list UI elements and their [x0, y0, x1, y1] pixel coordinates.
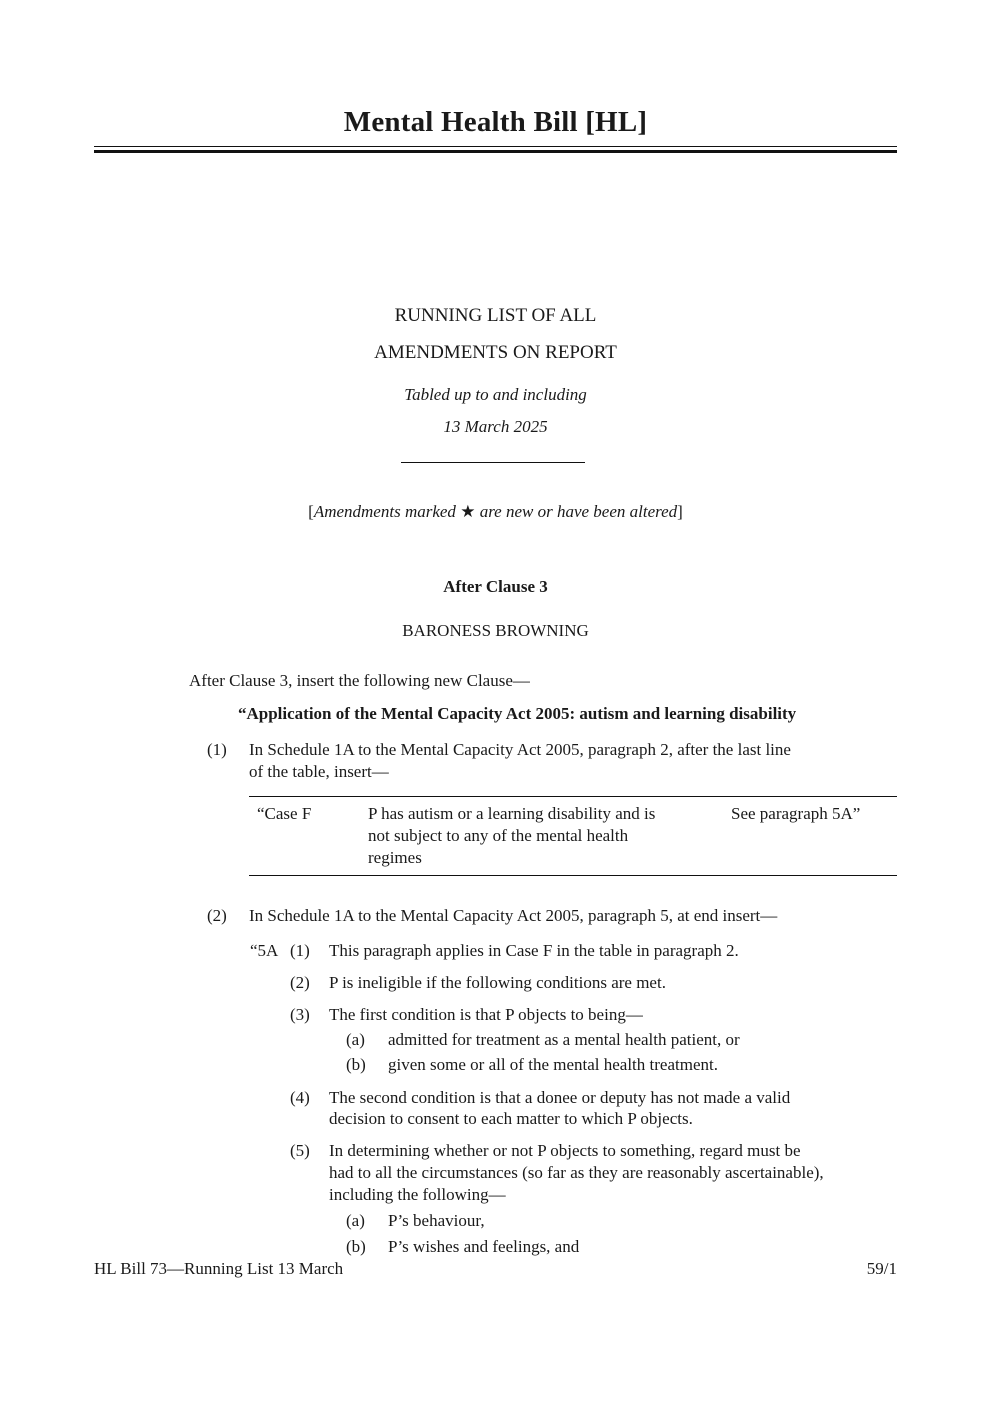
- table-description-line-3: regimes: [368, 848, 422, 867]
- title-rule-thick: [94, 150, 897, 153]
- para-5a-5a-text: P’s behaviour,: [388, 1211, 485, 1230]
- star-icon: ★: [460, 502, 476, 521]
- new-clause-title: “Application of the Mental Capacity Act 2005: autism and learning disability: [238, 704, 797, 723]
- table-description-line-2: not subject to any of the mental health: [368, 826, 629, 845]
- note-bracket-open: [: [308, 502, 314, 521]
- para-5a-5b-text: P’s wishes and feelings, and: [388, 1237, 580, 1256]
- subsection-2-number: (2): [207, 906, 227, 925]
- document-title: Mental Health Bill [HL]: [343, 106, 648, 138]
- paragraph-5a-label: “5A: [250, 941, 279, 960]
- para-5a-5a-number: (a): [346, 1211, 365, 1230]
- para-5a-4-line-2: decision to consent to each matter to which P objects.: [329, 1109, 693, 1128]
- table-bottom-rule: [249, 875, 897, 876]
- table-top-rule: [249, 796, 897, 797]
- para-5a-3b-number: (b): [346, 1055, 366, 1074]
- section-heading: After Clause 3: [443, 577, 548, 596]
- para-5a-5-line-1: In determining whether or not P objects to something, regard must be: [329, 1141, 801, 1160]
- para-5a-3-number: (3): [290, 1005, 310, 1024]
- footer-page-number: 59/1: [866, 1259, 897, 1278]
- para-5a-4-line-1: The second condition is that a donee or deputy has not made a valid: [329, 1088, 791, 1107]
- para-5a-3-text: The first condition is that P objects to being—: [329, 1005, 643, 1024]
- para-5a-2-text: P is ineligible if the following conditions are met.: [329, 973, 666, 992]
- table-case-cell: “Case F: [257, 804, 312, 823]
- subsection-1-number: (1): [207, 740, 227, 759]
- table-reference-cell: See paragraph 5A”: [731, 804, 861, 823]
- note-text-b: are new or have been altered: [475, 502, 678, 521]
- amendment-instruction: After Clause 3, insert the following new Clause—: [189, 671, 530, 690]
- para-5a-1-number: (1): [290, 941, 310, 960]
- subsection-1-line-2: of the table, insert—: [249, 762, 389, 781]
- cover-line-2: AMENDMENTS ON REPORT: [374, 342, 617, 363]
- para-5a-3a-text: admitted for treatment as a mental health patient, or: [388, 1030, 740, 1049]
- member-name: BARONESS BROWNING: [402, 621, 589, 640]
- para-5a-4-number: (4): [290, 1088, 310, 1107]
- cover-divider: [401, 462, 585, 463]
- para-5a-2-number: (2): [290, 973, 310, 992]
- tabled-line-1: Tabled up to and including: [404, 385, 587, 404]
- table-description-line-1: P has autism or a learning disability and is: [368, 804, 656, 823]
- para-5a-5-line-2: had to all the circumstances (so far as they are reasonably ascertainable),: [329, 1163, 824, 1182]
- para-5a-5-line-3: including the following—: [329, 1185, 506, 1204]
- para-5a-5b-number: (b): [346, 1237, 366, 1256]
- tabled-date: 13 March 2025: [443, 417, 548, 436]
- amendments-note: [0, 502, 991, 522]
- note-bracket-close: ]: [677, 502, 683, 521]
- footer-bill-reference: HL Bill 73—Running List 13 March: [94, 1259, 344, 1278]
- para-5a-1-text: This paragraph applies in Case F in the table in paragraph 2.: [329, 941, 739, 960]
- subsection-1-line-1: In Schedule 1A to the Mental Capacity Act 2005, paragraph 2, after the last line: [249, 740, 791, 759]
- para-5a-5-number: (5): [290, 1141, 310, 1160]
- subsection-2-line-1: In Schedule 1A to the Mental Capacity Act 2005, paragraph 5, at end insert—: [249, 906, 778, 925]
- para-5a-3b-text: given some or all of the mental health treatment.: [388, 1055, 718, 1074]
- para-5a-3a-number: (a): [346, 1030, 365, 1049]
- note-text-a: Amendments marked: [313, 502, 461, 521]
- cover-line-1: RUNNING LIST OF ALL: [394, 305, 597, 326]
- title-rule-thin: [94, 146, 897, 147]
